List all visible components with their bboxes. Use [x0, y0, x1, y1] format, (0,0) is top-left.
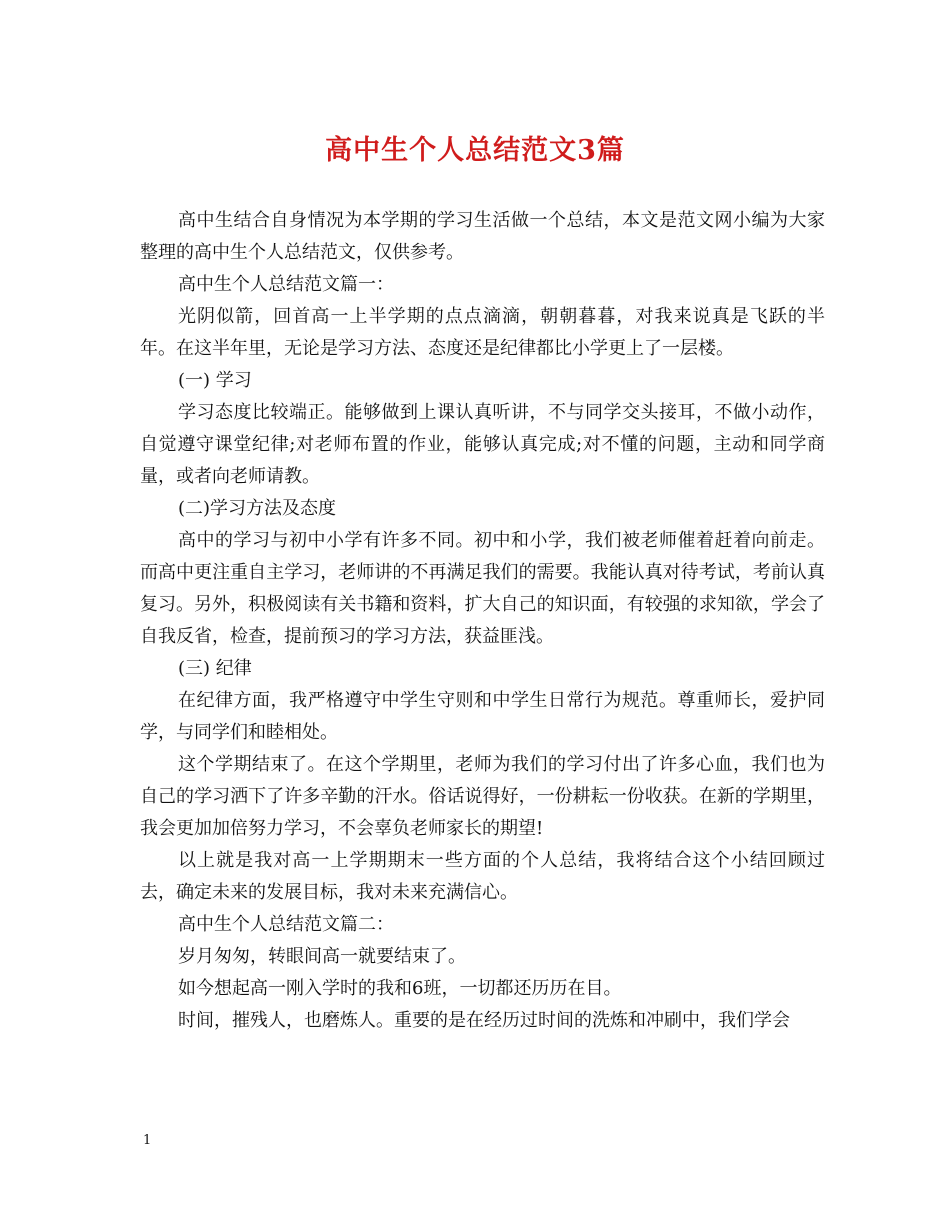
paragraph: 这个学期结束了。在这个学期里，老师为我们的学习付出了许多心血，我们也为自己的学习洒下了许多辛勤的汗水。俗话说得好，一份耕耘一份收获。在新的学期里，我会更加加倍努力学习，不会辜负老师家长的期望!: [140, 754, 825, 839]
paragraph: 高中的学习与初中小学有许多不同。初中和小学，我们被老师催着赶着向前走。而高中更注重自主学习，老师讲的不再满足我们的需要。我能认真对待考试，考前认真复习。另外，积极阅读有关书籍和资料，扩大自己的知识面，有较强的求知欲，学会了自我反省，检查，提前预习的学习方法，获益匪浅。: [140, 530, 825, 647]
document-title: 高中生个人总结范文3篇: [325, 135, 625, 166]
paragraph: 以上就是我对高一上学期期末一些方面的个人总结，我将结合这个小结回顾过去，确定未来的发展目标，我对未来充满信心。: [140, 850, 825, 903]
paragraph: 时间，摧残人，也磨炼人。重要的是在经历过时间的洗炼和冲刷中，我们学会: [178, 1010, 790, 1031]
section-heading-essay-1: 高中生个人总结范文篇一：: [178, 274, 394, 295]
paragraph-intro: 高中生结合自身情况为本学期的学习生活做一个总结，本文是范文网小编为大家整理的高中生个人总结范文，仅供参考。: [140, 210, 825, 263]
paragraph: 在纪律方面，我严格遵守中学生守则和中学生日常行为规范。尊重师长，爱护同学，与同学们和睦相处。: [140, 690, 825, 743]
paragraph: 学习态度比较端正。能够做到上课认真听讲，不与同学交头接耳，不做小动作，自觉遵守课堂纪律;对老师布置的作业，能够认真完成;对不懂的问题，主动和同学商量，或者向老师请教。: [140, 402, 825, 487]
paragraph: 如今想起高一刚入学时的我和6班，一切都还历历在目。: [178, 978, 622, 999]
subheading-methods: (二)学习方法及态度: [178, 498, 337, 519]
document-body: [140, 205, 825, 1037]
paragraph: 岁月匆匆，转眼间高一就要结束了。: [178, 946, 466, 967]
subheading-study: (一) 学习: [178, 370, 252, 391]
paragraph: 光阴似箭，回首高一上半学期的点点滴滴，朝朝暮暮，对我来说真是飞跃的半年。在这半年里，无论是学习方法、态度还是纪律都比小学更上了一层楼。: [140, 306, 825, 359]
page-number: 1: [143, 1133, 152, 1148]
subheading-discipline: (三) 纪律: [178, 658, 252, 679]
section-heading-essay-2: 高中生个人总结范文篇二：: [178, 914, 394, 935]
